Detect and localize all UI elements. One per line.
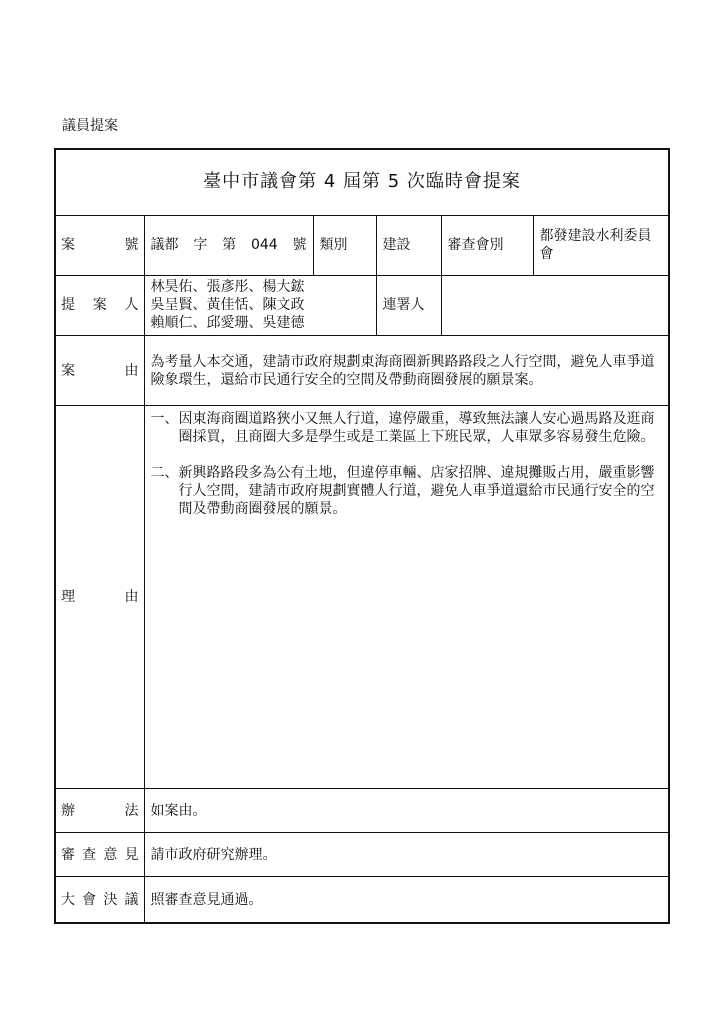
label-char: 理 — [61, 589, 75, 606]
case-number-label — [55, 215, 144, 275]
reason-marker: 二、 — [150, 465, 179, 482]
proposers-names — [144, 275, 376, 335]
case-number-row — [55, 215, 669, 275]
case-number-suffix: 號 — [292, 237, 307, 254]
cause-row — [55, 335, 669, 405]
reason-marker: 一、 — [150, 411, 179, 428]
case-number-word: 字 — [193, 237, 208, 254]
label-char: 意 — [103, 846, 118, 863]
proposal-form-table — [54, 148, 670, 924]
label-char: 人 — [124, 297, 139, 314]
review-opinion-text: 請市政府研究辦理。 — [144, 833, 669, 877]
review-committee-value: 都發建設水利委員會 — [533, 215, 669, 275]
resolution-row — [55, 877, 669, 923]
case-number-value — [144, 215, 313, 275]
category-label: 類別 — [313, 215, 376, 275]
review-committee-label: 審查會別 — [441, 215, 533, 275]
label-char: 法 — [124, 802, 139, 819]
proposer-line: 吳呈賢、黃佳恬、陳文政 — [150, 297, 305, 314]
resolution-label — [55, 877, 144, 923]
cause-text: 為考量人本交通，建請市政府規劃東海商圈新興路路段之人行空間，避免人車爭道險象環生，還給市民通行安全的空間及帶動商圈發展的願景案。 — [144, 335, 669, 405]
label-char: 審 — [61, 846, 75, 863]
proposer-line: 林昊佑、張彥彤、楊大鋐 — [150, 279, 305, 296]
resolution-text: 照審查意見通過。 — [144, 877, 669, 923]
method-row — [55, 789, 669, 833]
label-char: 案 — [61, 237, 75, 254]
reason-text: 因東海商圈道路狹小又無人行道，違停嚴重，導致無法讓人安心過馬路及逛商圈採買，且商圈大多是學生或是工業區上下班民眾，人車眾多容易發生危險。 — [178, 411, 655, 446]
review-opinion-label — [55, 833, 144, 877]
label-char: 決 — [103, 891, 118, 908]
form-title: 臺中市議會第 4 屆第 5 次臨時會提案 — [55, 149, 669, 215]
label-char: 由 — [124, 589, 139, 606]
label-char: 案 — [92, 297, 107, 314]
cosigners-label: 連署人 — [376, 275, 441, 335]
document-header-label: 議員提案 — [62, 118, 118, 134]
reason-item — [151, 410, 663, 446]
reasons-text — [144, 406, 669, 789]
case-number-ordinal: 第 — [222, 237, 237, 254]
title-row — [55, 149, 669, 215]
case-number-prefix: 議都 — [150, 237, 179, 254]
label-char: 大 — [61, 891, 75, 908]
label-char: 議 — [124, 891, 139, 908]
method-label — [55, 789, 144, 833]
proposers-label — [55, 275, 144, 335]
reason-item — [151, 464, 663, 518]
label-char: 由 — [124, 362, 139, 379]
label-char: 會 — [82, 891, 97, 908]
reasons-label — [55, 406, 144, 789]
case-number-digits: 044 — [250, 237, 278, 254]
label-char: 號 — [124, 237, 139, 254]
category-value: 建設 — [376, 215, 441, 275]
label-char: 見 — [124, 846, 139, 863]
reasons-row — [55, 406, 669, 789]
reason-text: 新興路路段多為公有土地，但違停車輛、店家招牌、違規攤販占用，嚴重影響行人空間，建請市政府規劃實體人行道，避免人車爭道還給市民通行安全的空間及帶動商圈發展的願景。 — [178, 465, 655, 518]
proposer-line: 賴順仁、邱愛珊、吳建德 — [150, 315, 305, 332]
review-opinion-row — [55, 833, 669, 877]
label-char: 辦 — [61, 802, 75, 819]
label-char: 案 — [61, 362, 75, 379]
cosigners-value — [441, 275, 669, 335]
method-text: 如案由。 — [144, 789, 669, 833]
label-char: 提 — [61, 297, 75, 314]
label-char: 查 — [82, 846, 97, 863]
cause-label — [55, 335, 144, 405]
proposers-row — [55, 275, 669, 335]
